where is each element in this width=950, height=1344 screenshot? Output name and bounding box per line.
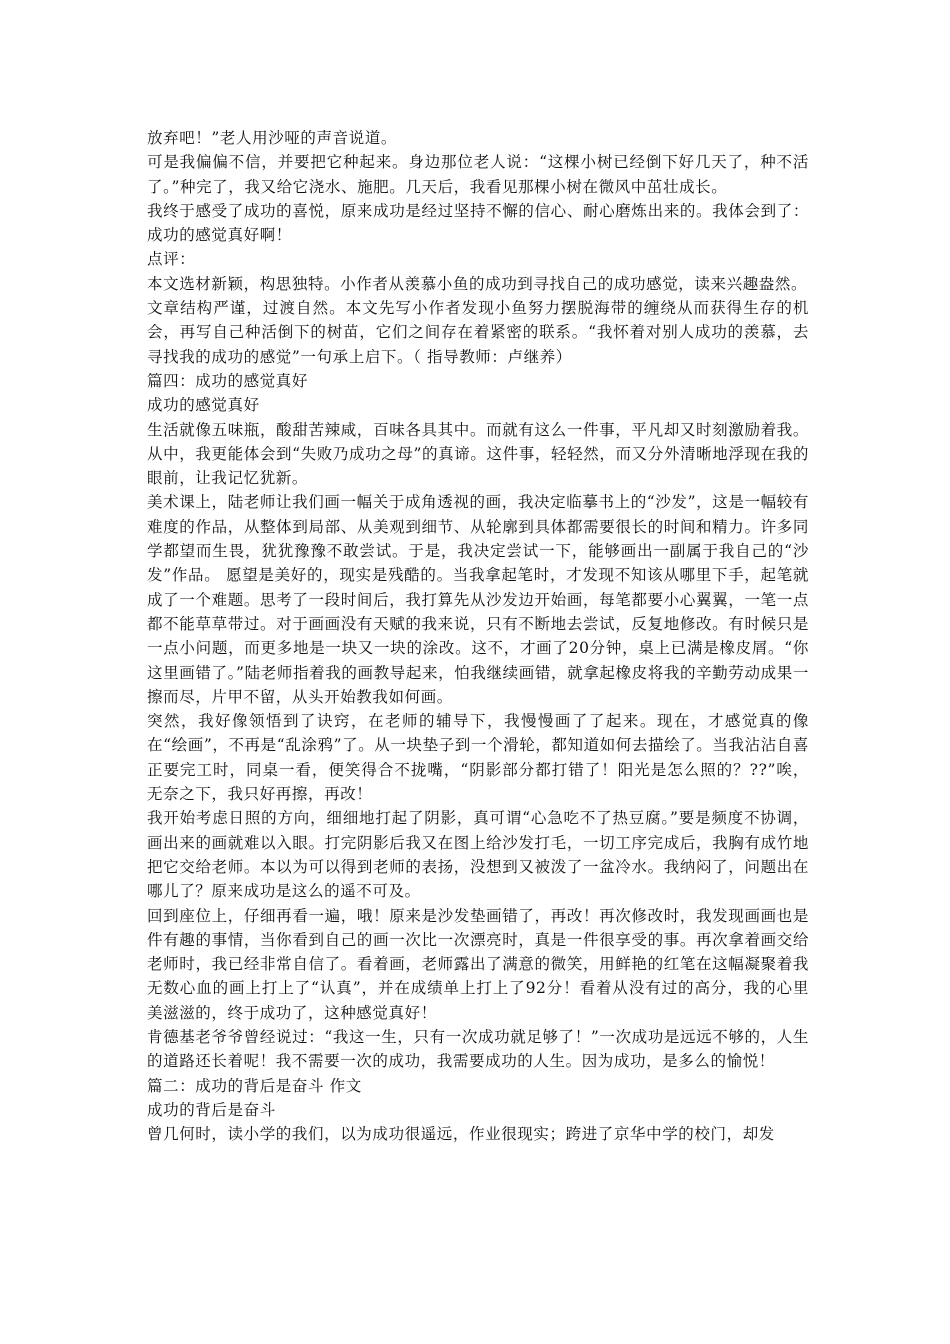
- paragraph: 放弃吧！”老人用沙哑的声音说道。: [147, 129, 398, 147]
- comment-heading: 点评：: [147, 250, 196, 269]
- paragraph: 我终于感受了成功的喜悦，原来成功是经过坚持不懈的信心、耐心磨炼出来的。我体会到了：成功的感觉真好啊！: [147, 201, 809, 245]
- paragraph: 可是我偏偏不信，并要把它种起来。身边那位老人说：“这棵小树已经倒下好几天了，种不活了。”种完了，我又给它浇水、施肥。几天后，我看见那棵小树在微风中茁壮成长。: [147, 153, 809, 196]
- section-heading: 篇四：成功的感觉真好: [147, 371, 309, 390]
- paragraph: 文章结构严谨，过渡自然。本文先写小作者发现小鱼努力摆脱海带的缠绕从而获得生存的机会，再写自己种活倒下的树苗，它们之间存在着紧密的联系。“我怀着对别人成功的羡慕，去寻找我的成功的感觉”一句承上启下。（ 指导教师：卢继养）: [147, 299, 809, 366]
- essay-title: 成功的背后是奋斗: [147, 1100, 276, 1119]
- paragraph: 肯德基老爷爷曾经说过：“我这一生，只有一次成功就足够了！”一次成功是远远不够的，人生的道路还长着呢！我不需要一次的成功，我需要成功的人生。因为成功，是多么的愉悦！: [147, 1027, 809, 1071]
- paragraph: 曾几何时，读小学的我们，以为成功很遥远，作业很现实；跨进了京华中学的校门，却发: [147, 1125, 775, 1144]
- paragraph: 突然，我好像领悟到了诀窍，在老师的辅导下，我慢慢画了了起来。现在，才感觉真的像在“绘画”，不再是“乱涂鸦”了。从一块垫子到一个滑轮，都知道如何去描绘了。当我沾沾自喜正要完工时，同桌一看，便笑得合不拢嘴，“阴影部分都打错了！阳光是怎么照的？??”唉，无奈之下，我只好再擦，再改！: [147, 712, 809, 804]
- paragraph: 生活就像五味瓶，酸甜苦辣咸，百味各具其中。而就有这么一件事，平凡却又时刻激励着我。从中，我更能体会到“失败乃成功之母”的真谛。这件事，轻轻然，而又分外清晰地浮现在我的眼前，让我记忆犹新。: [147, 420, 809, 488]
- paragraph: 我开始考虑日照的方向，细细地打起了阴影，真可谓“心急吃不了热豆腐。”要是频度不协调，画出来的画就难以入眼。打完阴影后我又在图上给沙发打毛，一切工序完成后，我胸有成竹地把它交给老师。本以为可以得到老师的表扬，没想到又被泼了一盆冷水。我纳闷了，问题出在哪儿了？原来成功是这么的遥不可及。: [147, 809, 809, 901]
- essay-title: 成功的感觉真好: [147, 396, 260, 415]
- paragraph: 美术课上，陆老师让我们画一幅关于成角透视的画，我决定临摹书上的“沙发”，这是一幅较有难度的作品，从整体到局部、从美观到细节、从轮廓到具体都需要很长的时间和精力。许多同学都望而生畏，犹犹豫豫不敢尝试。于是，我决定尝试一下，能够画出一副属于我自己的“沙发”作品。 愿望是美好的，现实是残酷的。当我拿起笔时，才发现不知该从哪里下手，起笔就成了一个难题。思考了一段时间后，我打算先从沙发边开始画，每笔都要小心翼翼，一笔一点都不能草草带过。对于画画没有天赋的我来说，只有不断地去尝试，反复地修改。有时候只是一点小问题，而更多地是一块又一块的涂改。这不，才画了20分钟，桌上已满是橡皮屑。“你这里画错了。”陆老师指着我的画教导起来，怕我继续画错，就拿起橡皮将我的辛勤劳动成果一擦而尽，片甲不留，从头开始教我如何画。: [147, 493, 809, 706]
- paragraph: 本文选材新颖，构思独特。小作者从羡慕小鱼的成功到寻找自己的成功感觉，读来兴趣盎然。: [147, 274, 808, 293]
- section-heading: 篇二：成功的背后是奋斗 作文: [147, 1076, 362, 1095]
- paragraph: 回到座位上，仔细再看一遍，哦！原来是沙发垫画错了，再改！再次修改时，我发现画画也是件有趣的事情，当你看到自己的画一次比一次漂亮时，真是一件很享受的事。再次拿着画交给老师时，我已经非常自信了。看着画，老师露出了满意的微笑，用鲜艳的红笔在这幅凝聚着我无数心血的画上打上了“认真”，并在成绩单上打上了92分！看着从没有过的高分，我的心里美滋滋的，终于成功了，这种感觉真好！: [147, 906, 809, 1022]
- document-body: [147, 126, 809, 1146]
